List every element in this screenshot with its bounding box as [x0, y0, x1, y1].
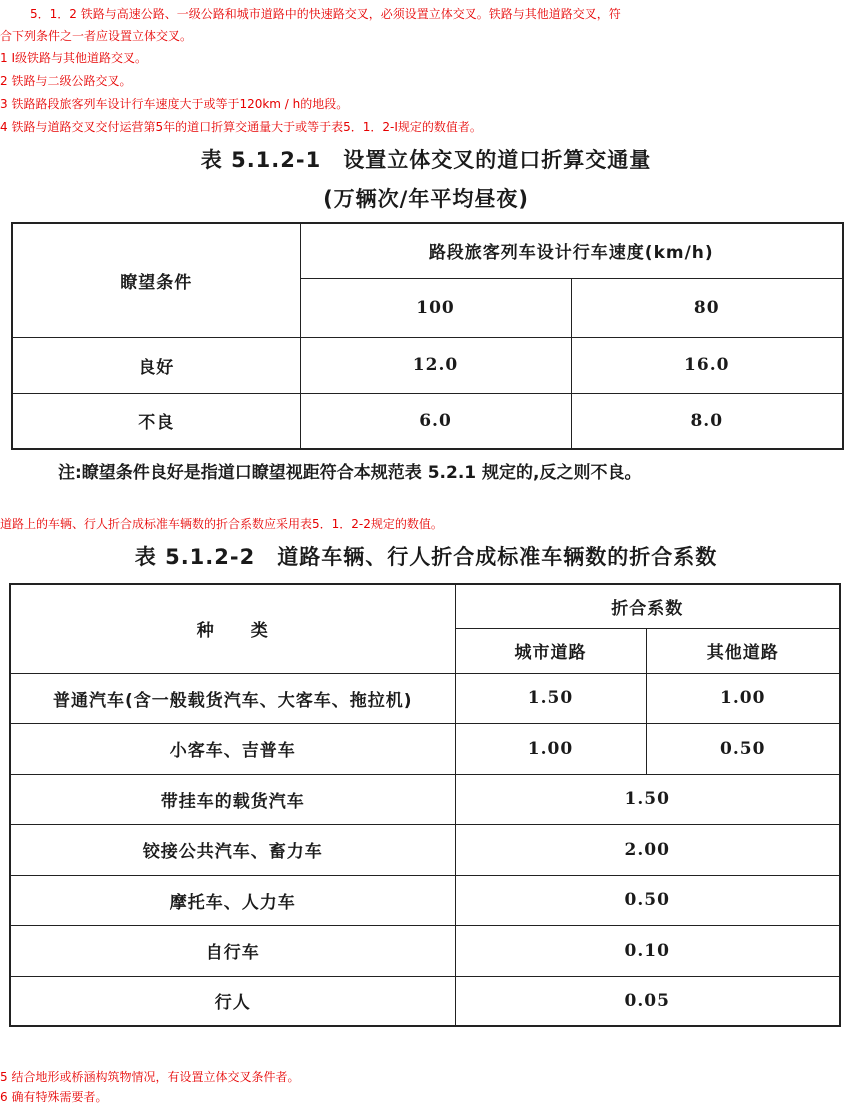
mid-text: 道路上的车辆、行人折合成标准车辆数的折合系数应采用表5．1．2-2规定的数值。 — [0, 517, 443, 531]
table1-note: 注:瞭望条件良好是指道口瞭望视距符合本规范表 5.2.1 规定的,反之则不良。 — [58, 463, 642, 483]
row-label-good: 良好 — [12, 337, 300, 393]
outro-item-5: 5 结合地形或桥涵构筑物情况，有设置立体交叉条件者。 — [0, 1070, 300, 1084]
row-label-small-car: 小客车、吉普车 — [10, 723, 455, 774]
header-speed: 路段旅客列车设计行车速度(km/h) — [300, 223, 843, 278]
cell-small-car-other: 0.50 — [646, 723, 840, 774]
cell-poor-80: 8.0 — [571, 393, 843, 449]
intro-line-2: 合下列条件之一者应设置立体交叉。 — [0, 29, 193, 43]
table2-title: 表 5.1.2-2 道路车辆、行人折合成标准车辆数的折合系数 — [134, 545, 718, 569]
cell-trailer-truck: 1.50 — [455, 774, 840, 824]
row-label-ordinary-vehicle: 普通汽车(含一般载货汽车、大客车、拖拉机) — [10, 673, 455, 723]
cell-articulated-bus: 2.00 — [455, 824, 840, 875]
outro-item-6: 6 确有特殊需要者。 — [0, 1090, 108, 1104]
table1-title: 表 5.1.2-1 设置立体交叉的道口折算交通量 — [200, 148, 652, 172]
table1-subtitle: (万辆次/年平均昼夜) — [323, 187, 529, 211]
header-speed-80: 80 — [571, 278, 843, 337]
cell-small-car-city: 1.00 — [455, 723, 646, 774]
cell-good-100: 12.0 — [300, 337, 571, 393]
intro-line-1: 5．1．2 铁路与高速公路、一级公路和城市道路中的快速路交叉，必须设置立体交叉。铁路与其他道路交叉，符 — [30, 7, 621, 21]
cell-motorcycle: 0.50 — [455, 875, 840, 925]
row-label-articulated-bus: 铰接公共汽车、畜力车 — [10, 824, 455, 875]
cell-bicycle: 0.10 — [455, 925, 840, 976]
row-label-motorcycle: 摩托车、人力车 — [10, 875, 455, 925]
intro-item-3: 3 铁路路段旅客列车设计行车速度大于或等于120km / h的地段。 — [0, 97, 349, 111]
intro-item-2: 2 铁路与二级公路交叉。 — [0, 74, 132, 88]
row-label-poor: 不良 — [12, 393, 300, 449]
crossing-volume-table — [11, 222, 844, 450]
header-speed-100: 100 — [300, 278, 571, 337]
conversion-factor-table — [9, 583, 841, 1027]
cell-ordinary-city: 1.50 — [455, 673, 646, 723]
row-label-bicycle: 自行车 — [10, 925, 455, 976]
intro-item-4: 4 铁路与道路交叉交付运营第5年的道口折算交通量大于或等于表5．1．2-Ⅰ规定的数值者。 — [0, 120, 482, 134]
row-label-pedestrian: 行人 — [10, 976, 455, 1026]
row-label-trailer-truck: 带挂车的载货汽车 — [10, 774, 455, 824]
cell-good-80: 16.0 — [571, 337, 843, 393]
cell-ordinary-other: 1.00 — [646, 673, 840, 723]
header-kind: 种 类 — [10, 584, 455, 673]
intro-item-1: 1 Ⅰ级铁路与其他道路交叉。 — [0, 51, 147, 65]
header-other-road: 其他道路 — [646, 628, 840, 673]
header-condition: 瞭望条件 — [12, 223, 300, 337]
cell-poor-100: 6.0 — [300, 393, 571, 449]
cell-pedestrian: 0.05 — [455, 976, 840, 1026]
header-city-road: 城市道路 — [455, 628, 646, 673]
header-coef: 折合系数 — [455, 584, 840, 628]
